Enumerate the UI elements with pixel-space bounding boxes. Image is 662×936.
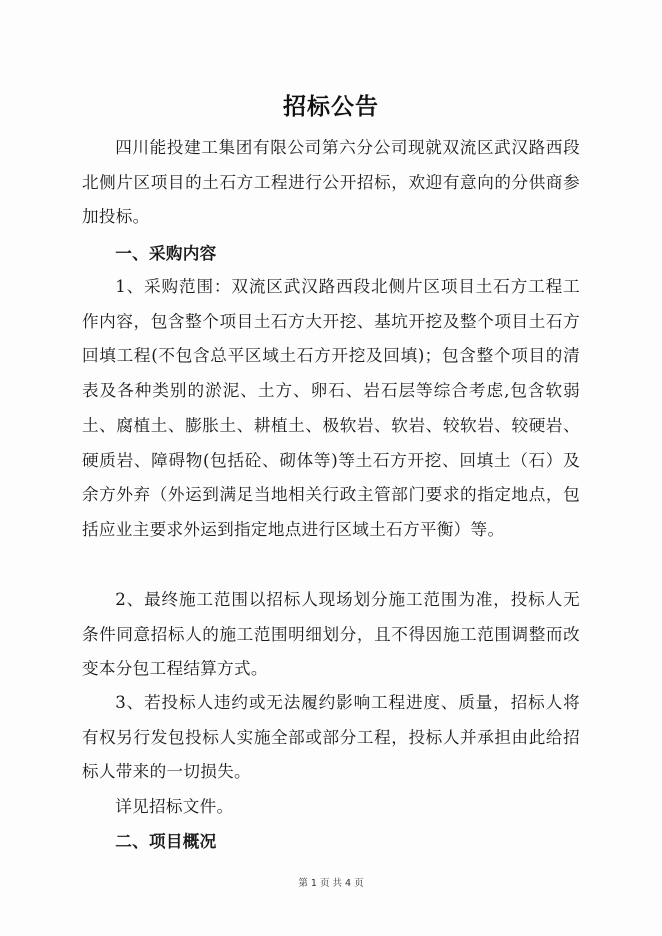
page-number-footer: 第 1 页 共 4 页 <box>298 878 364 889</box>
see-documents-paragraph: 详见招标文件。 <box>115 797 234 816</box>
section-heading-procurement: 一、采购内容 <box>115 243 217 263</box>
breach-clause-paragraph: 3、若投标人违约或无法履约影响工程进度、质量，招标人将有权另行发包投标人实施全部或部分工程，投标人并承担由此给招标人带来的一切损失。 <box>82 693 580 782</box>
section-heading-overview: 二、项目概况 <box>115 831 217 851</box>
construction-scope-paragraph: 2、最终施工范围以招标人现场划分施工范围为准，投标人无条件同意招标人的施工范围明细划分，且不得因施工范围调整而改变本分包工程结算方式。 <box>82 590 580 679</box>
document-title: 招标公告 <box>283 93 379 120</box>
intro-paragraph: 四川能投建工集团有限公司第六分公司现就双流区武汉路西段北侧片区项目的土石方工程进行公开招标，欢迎有意向的分供商参加投标。 <box>82 138 580 227</box>
procurement-scope-paragraph: 1、采购范围：双流区武汉路西段北侧片区项目土石方工程工作内容，包含整个项目土石方大开挖、基坑开挖及整个项目土石方回填工程(不包含总平区域土石方开挖及回填)；包含整个项目的清表及各种类别的淤泥、土方、卵石、岩石层等综合考虑,包含软弱土、腐植土、膨胀土、耕植土、极软岩、软岩、较软岩、较硬岩、硬质岩、障碍物(包括砼、砌体等)等土石方开挖、回填土（石）及余方外弃（外运到满足当地相关行政主管部门要求的指定地点，包括应业主要求外运到指定地点进行区域土石方平衡）等。 <box>82 277 580 539</box>
